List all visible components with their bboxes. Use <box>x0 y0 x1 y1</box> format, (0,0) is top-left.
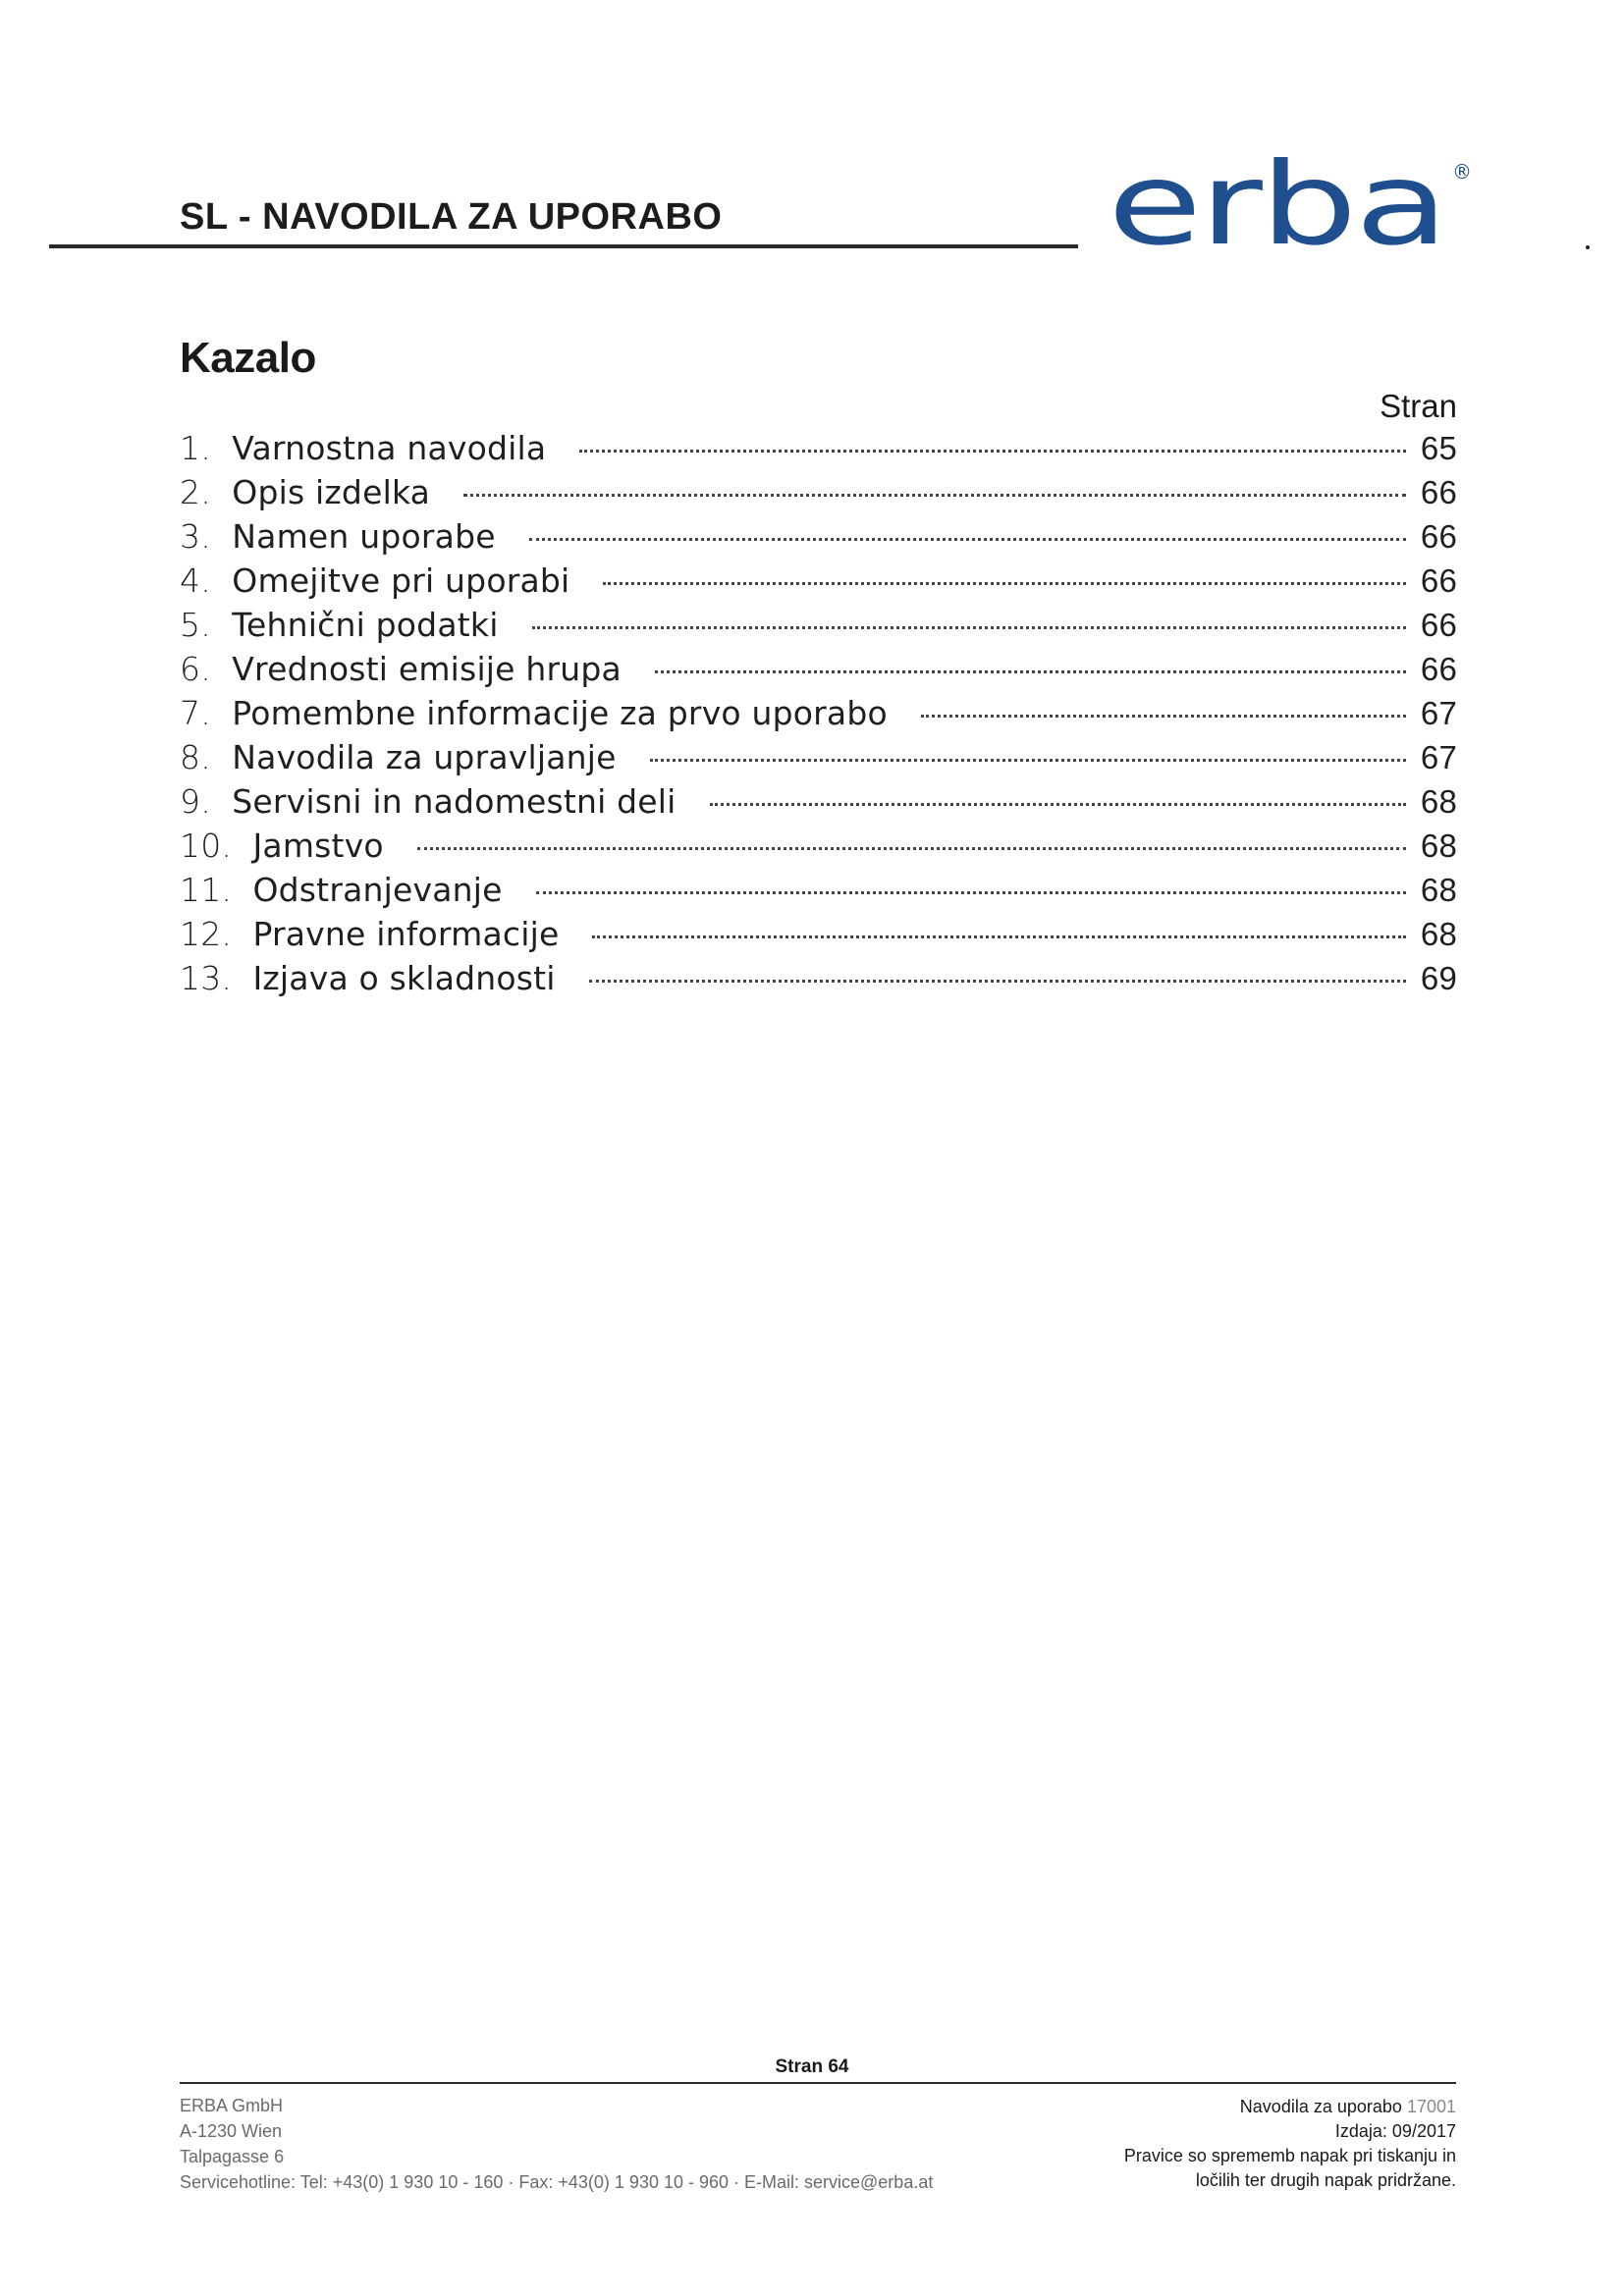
toc-entry-label: Pomembne informacije za prvo uporabo <box>232 694 888 732</box>
toc-entry-page: 68 <box>1420 872 1457 908</box>
toc-entry-page: 67 <box>1420 695 1457 731</box>
toc-entry-page: 68 <box>1420 828 1457 864</box>
toc-entry-number: 11. <box>180 871 253 909</box>
toc-entry-label: Navodila za upravljanje <box>232 738 617 776</box>
toc-entry-page: 65 <box>1420 430 1457 466</box>
toc-dot-leader <box>921 715 1406 718</box>
toc-entry-number: 1. <box>180 429 233 467</box>
page-number: Stran 64 <box>775 2056 849 2077</box>
toc-dot-leader <box>710 803 1406 806</box>
company-address <box>180 2093 933 2195</box>
toc-entry-label: Opis izdelka <box>232 473 431 511</box>
toc-entry-label: Omejitve pri uporabi <box>232 561 570 600</box>
toc-dot-leader <box>536 891 1406 894</box>
toc-entry-page: 68 <box>1420 916 1457 952</box>
toc-entry <box>180 871 1457 915</box>
toc-dot-leader <box>592 935 1406 938</box>
toc-entry-page: 67 <box>1420 739 1457 775</box>
toc-entry-number: 10. <box>180 827 253 865</box>
toc-entry-label: Pravne informacije <box>252 915 560 953</box>
toc-entry-page: 66 <box>1420 474 1457 510</box>
toc-entry <box>180 694 1457 738</box>
toc-entry-label: Varnostna navodila <box>232 429 547 467</box>
disclaimer-line-2: ločilih ter drugih napak pridržane. <box>1195 2170 1456 2190</box>
table-of-contents <box>180 429 1457 1003</box>
edition-date: Izdaja: 09/2017 <box>1334 2121 1456 2141</box>
toc-entry-number: 13. <box>180 959 253 997</box>
toc-entry <box>180 473 1457 517</box>
toc-dot-leader <box>650 759 1406 762</box>
disclaimer-line-1: Pravice so sprememb napak pri tiskanju in <box>1123 2146 1456 2165</box>
toc-dot-leader <box>589 980 1406 983</box>
toc-entry-number: 12. <box>180 915 253 953</box>
toc-entry-label: Namen uporabe <box>232 517 496 556</box>
toc-entry-label: Tehnični podatki <box>232 606 499 644</box>
toc-entry-page: 66 <box>1420 562 1457 599</box>
toc-entry-label: Jamstvo <box>252 827 384 865</box>
toc-entry-number: 8. <box>180 738 233 776</box>
manual-label: Navodila za uporabo <box>1239 2097 1402 2116</box>
company-street: Talpagasse 6 <box>180 2147 285 2166</box>
logo-registered-mark: ® <box>1452 160 1472 184</box>
toc-entry-page: 66 <box>1420 607 1457 643</box>
toc-entry-number: 7. <box>180 694 233 732</box>
toc-entry <box>180 782 1457 827</box>
toc-entry <box>180 517 1457 561</box>
toc-entry-label: Odstranjevanje <box>252 871 503 909</box>
toc-entry <box>180 650 1457 694</box>
toc-entry-number: 2. <box>180 473 233 511</box>
toc-entry-number: 5. <box>180 606 233 644</box>
toc-dot-leader <box>603 582 1406 585</box>
edge-mark <box>1586 245 1590 249</box>
toc-dot-leader <box>417 847 1406 850</box>
header-divider <box>49 244 1078 248</box>
footer-divider <box>180 2082 1456 2084</box>
toc-entry <box>180 827 1457 871</box>
logo-wordmark: erba <box>1108 157 1446 255</box>
toc-entry <box>180 959 1457 1003</box>
toc-entry <box>180 429 1457 473</box>
toc-entry-number: 4. <box>180 561 233 600</box>
toc-dot-leader <box>463 494 1406 497</box>
toc-title: Kazalo <box>180 334 316 382</box>
toc-entry <box>180 561 1457 606</box>
manual-number: 17001 <box>1406 2097 1456 2116</box>
document-title: SL - NAVODILA ZA UPORABO <box>180 196 723 238</box>
toc-entry-page: 66 <box>1420 518 1457 555</box>
toc-entry-number: 6. <box>180 650 233 688</box>
toc-entry-page: 69 <box>1420 960 1457 996</box>
toc-dot-leader <box>532 626 1406 629</box>
erba-logo <box>1108 157 1473 255</box>
company-city: A-1230 Wien <box>180 2121 283 2141</box>
toc-entry-label: Servisni in nadomestni deli <box>232 782 677 821</box>
toc-page-column-label: Stran <box>1380 388 1457 424</box>
edition-info <box>1124 2095 1456 2193</box>
toc-entry <box>180 606 1457 650</box>
toc-entry <box>180 738 1457 782</box>
toc-entry-page: 66 <box>1420 651 1457 687</box>
toc-entry-number: 9. <box>180 782 233 821</box>
toc-dot-leader <box>529 538 1406 541</box>
toc-entry <box>180 915 1457 959</box>
toc-entry-page: 68 <box>1420 783 1457 820</box>
toc-entry-number: 3. <box>180 517 233 556</box>
company-name: ERBA GmbH <box>180 2096 284 2115</box>
toc-entry-label: Vrednosti emisije hrupa <box>232 650 622 688</box>
service-hotline: Servicehotline: Tel: +43(0) 1 930 10 - 160 · Fax: +43(0) 1 930 10 - 960 · E-Mail: service@erba.at <box>180 2172 934 2192</box>
toc-entry-label: Izjava o skladnosti <box>252 959 556 997</box>
toc-dot-leader <box>579 450 1406 453</box>
toc-dot-leader <box>655 670 1406 673</box>
